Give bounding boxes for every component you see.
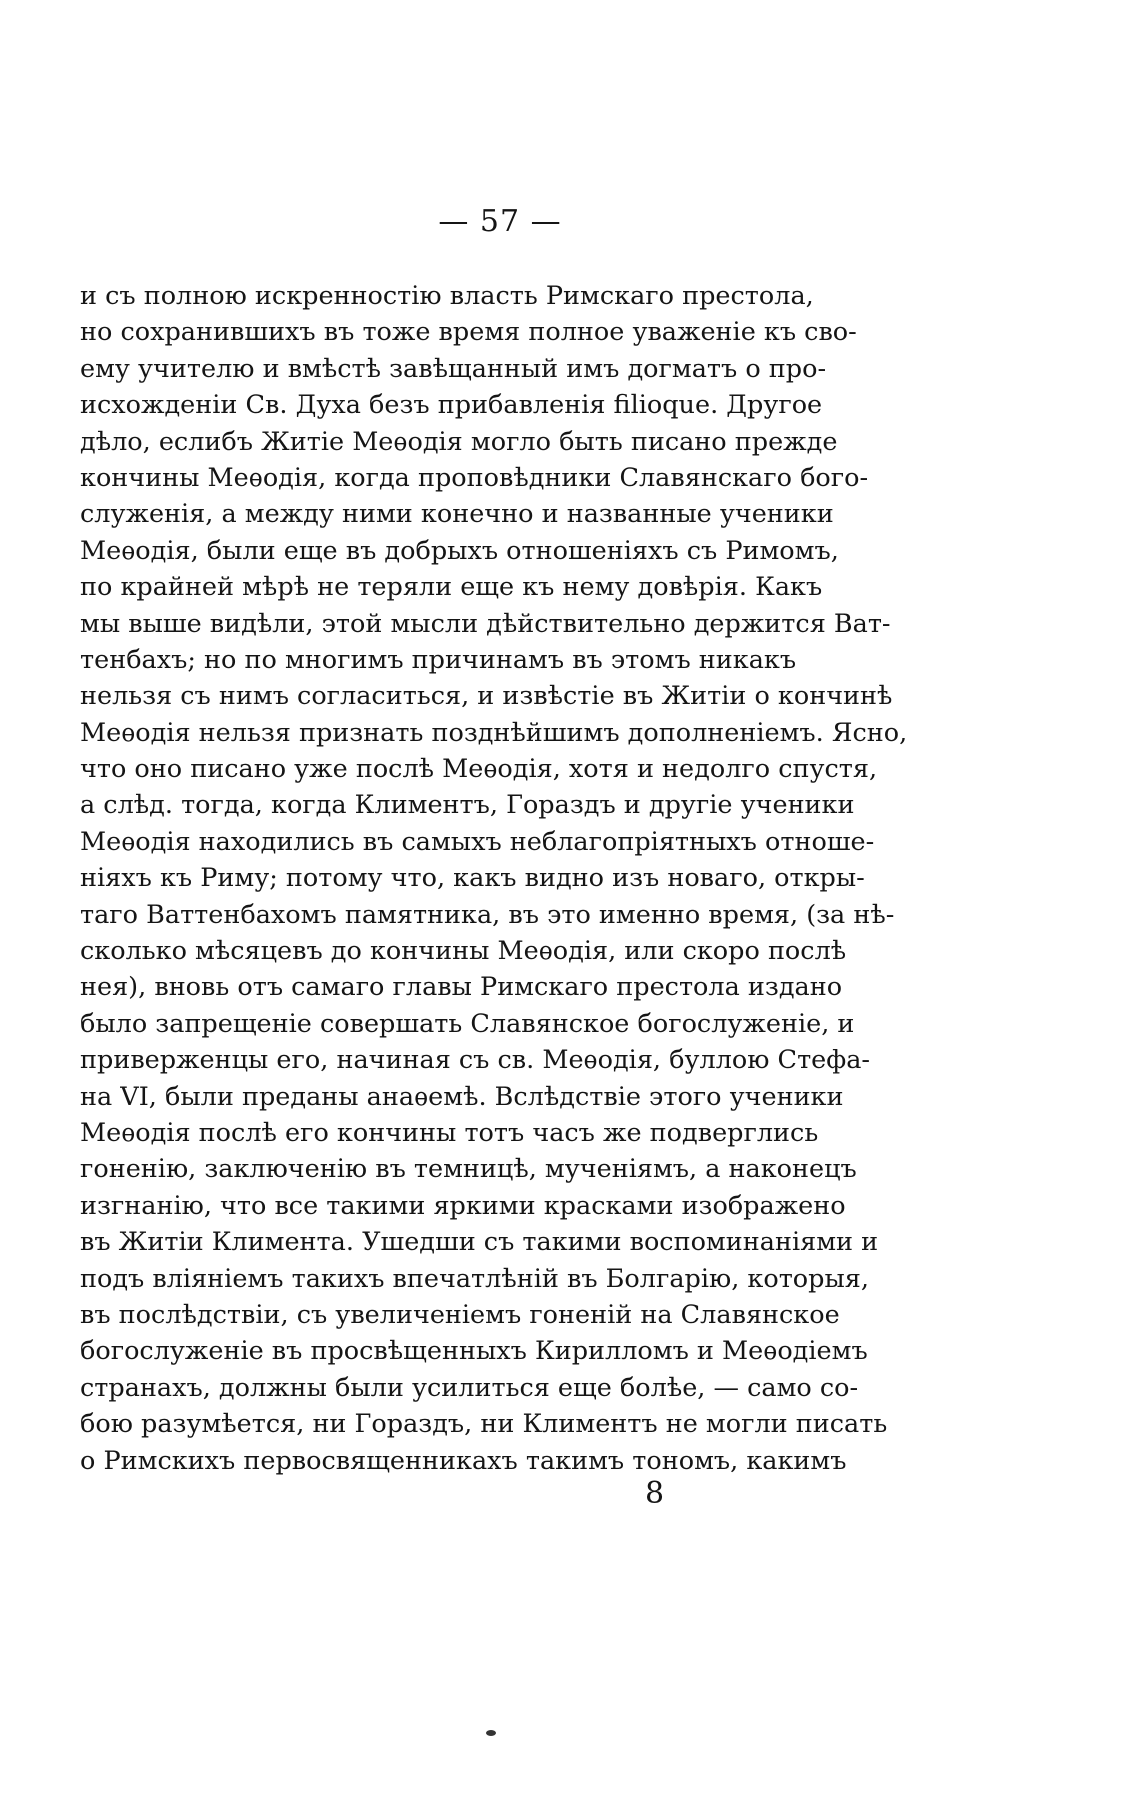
text-line: ему учителю и вмѣстѣ завѣщанный имъ догматъ о про- bbox=[80, 353, 827, 384]
text-line: о Римскихъ первосвященникахъ такимъ тономъ, какимъ bbox=[80, 1445, 847, 1476]
signature-mark: 8 bbox=[645, 1476, 665, 1511]
text-line: изгнанію, что все такими яркими красками изображено bbox=[80, 1190, 846, 1221]
text-line: исхожденіи Св. Духа безъ прибавленія filioque. Другое bbox=[80, 390, 823, 421]
text-line: кончины Меѳодія, когда проповѣдники Славянскаго бого- bbox=[80, 462, 869, 493]
text-line: на VI, были преданы анаѳемѣ. Вслѣдствіе этого ученики bbox=[80, 1081, 844, 1112]
text-line: дѣло, еслибъ Житіе Меѳодія могло быть писано прежде bbox=[80, 426, 838, 457]
text-line: странахъ, должны были усилиться еще болѣе, — само со- bbox=[80, 1372, 859, 1403]
text-line: подъ вліяніемъ такихъ впечатлѣній въ Болгарію, которыя, bbox=[80, 1263, 869, 1294]
text-line: Меѳодія послѣ его кончины тотъ часъ же подверглись bbox=[80, 1117, 819, 1148]
text-line: таго Ваттенбахомъ памятника, въ это именно время, (за нѣ- bbox=[80, 899, 895, 930]
text-line: сколько мѣсяцевъ до кончины Меѳодія, или скоро послѣ bbox=[80, 936, 847, 967]
text-line: Меѳодія, были еще въ добрыхъ отношеніяхъ съ Римомъ, bbox=[80, 535, 839, 566]
text-line: богослуженіе въ просвѣщенныхъ Кирилломъ и Меѳодіемъ bbox=[80, 1336, 868, 1367]
text-line: а слѣд. тогда, когда Климентъ, Гораздъ и другіе ученики bbox=[80, 790, 855, 821]
text-line: нельзя съ нимъ согласиться, и извѣстіе въ Житіи о кончинѣ bbox=[80, 681, 893, 712]
page-number: — 57 — bbox=[438, 204, 562, 239]
text-line: гоненію, заключенію въ темницѣ, мученіямъ, а наконецъ bbox=[80, 1154, 857, 1185]
text-line: Меѳодія нельзя признать позднѣйшимъ дополненіемъ. Ясно, bbox=[80, 717, 908, 748]
ink-spot bbox=[486, 1730, 496, 1736]
body-text bbox=[80, 278, 908, 1479]
text-line: что оно писано уже послѣ Меѳодія, хотя и недолго спустя, bbox=[80, 754, 878, 785]
text-line: служенія, а между ними конечно и названные ученики bbox=[80, 499, 834, 530]
text-line: нея), вновь отъ самаго главы Римскаго престола издано bbox=[80, 972, 843, 1003]
text-line: приверженцы его, начиная съ св. Меѳодія, буллою Стефа- bbox=[80, 1045, 871, 1076]
text-line: въ Житіи Климента. Ушедши съ такими воспоминаніями и bbox=[80, 1227, 879, 1258]
text-line: бою разумѣется, ни Гораздъ, ни Климентъ не могли писать bbox=[80, 1409, 888, 1440]
text-line: по крайней мѣрѣ не теряли еще къ нему довѣрія. Какъ bbox=[80, 572, 823, 603]
text-line: и съ полною искренностію власть Римскаго престола, bbox=[80, 281, 814, 311]
text-line: въ послѣдствіи, съ увеличеніемъ гоненій на Славянское bbox=[80, 1299, 840, 1330]
text-line: было запрещеніе совершать Славянское богослуженіе, и bbox=[80, 1008, 855, 1039]
text-line: ніяхъ къ Риму; потому что, какъ видно изъ новаго, откры- bbox=[80, 863, 865, 894]
text-line: мы выше видѣли, этой мысли дѣйствительно держится Ват- bbox=[80, 608, 891, 639]
text-line: Меѳодія находились въ самыхъ неблагопріятныхъ отноше- bbox=[80, 826, 875, 857]
text-line: тенбахъ; но по многимъ причинамъ въ этомъ никакъ bbox=[80, 644, 797, 675]
text-line: но сохранившихъ въ тоже время полное уваженіе къ сво- bbox=[80, 317, 857, 348]
